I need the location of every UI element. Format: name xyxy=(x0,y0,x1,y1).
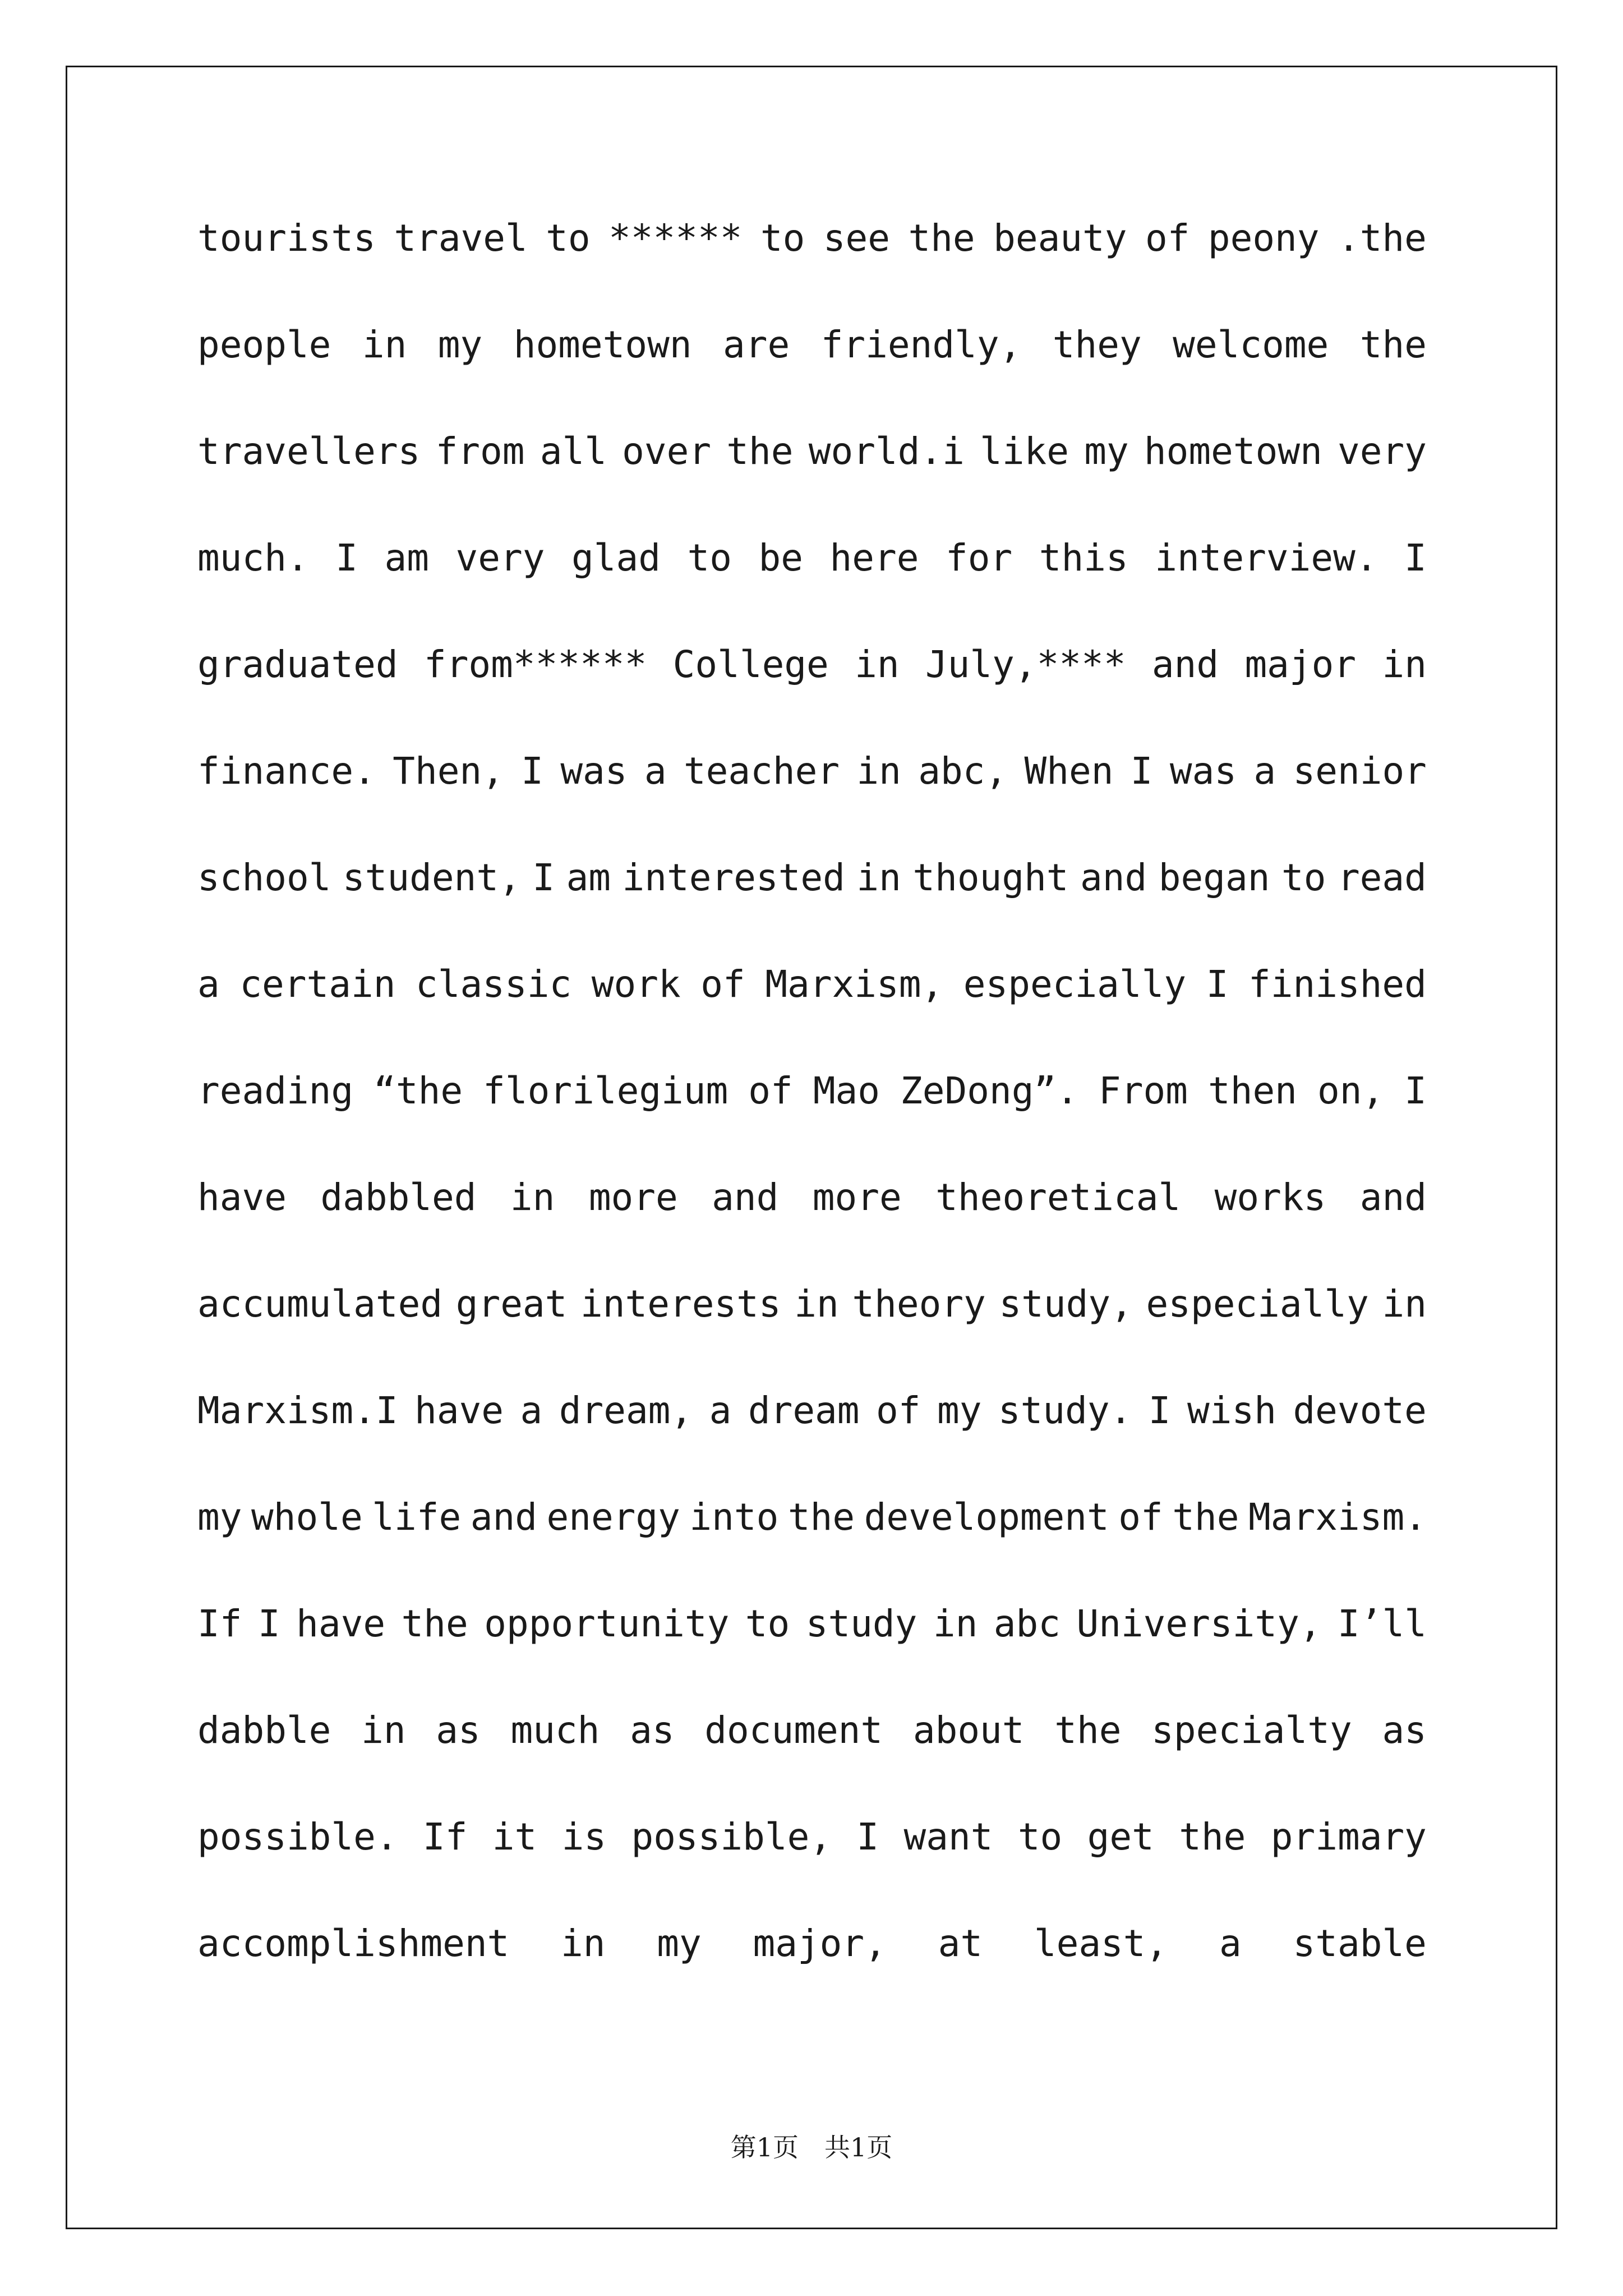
text-line: possible. If it is possible, I want to get the primary xyxy=(197,1815,1427,1858)
text-line: accumulated great interests in theory study, especially in xyxy=(197,1282,1427,1326)
text-line: my whole life and energy into the development of the Marxism. xyxy=(197,1496,1427,1539)
text-line: tourists travel to ****** to see the beauty of peony .the xyxy=(197,217,1427,260)
document-body xyxy=(197,213,1427,2025)
text-line: reading “the florilegium of Mao ZeDong”. From then on, I xyxy=(197,1069,1427,1112)
text-line: finance. Then, I was a teacher in abc, When I was a senior xyxy=(197,749,1427,793)
text-line: a certain classic work of Marxism, especially I finished xyxy=(197,963,1427,1006)
text-line: accomplishment in my major, at least, a stable xyxy=(197,1922,1427,1965)
text-line: If I have the opportunity to study in abc University, I’ll xyxy=(197,1602,1427,1645)
text-line: have dabbled in more and more theoretical works and xyxy=(197,1176,1427,1219)
text-line: Marxism.I have a dream, a dream of my study. I wish devote xyxy=(197,1389,1427,1432)
text-line: dabble in as much as document about the specialty as xyxy=(197,1709,1427,1752)
text-line: travellers from all over the world.i like my hometown very xyxy=(197,430,1427,473)
text-line: much. I am very glad to be here for this interview. I xyxy=(197,536,1427,579)
text-line: graduated from****** College in July,**** and major in xyxy=(197,643,1427,686)
text-line: school student, I am interested in thought and began to read xyxy=(197,856,1427,899)
page-footer: 第1页 共1页 xyxy=(730,2132,893,2162)
text-line: people in my hometown are friendly, they welcome the xyxy=(197,323,1427,366)
